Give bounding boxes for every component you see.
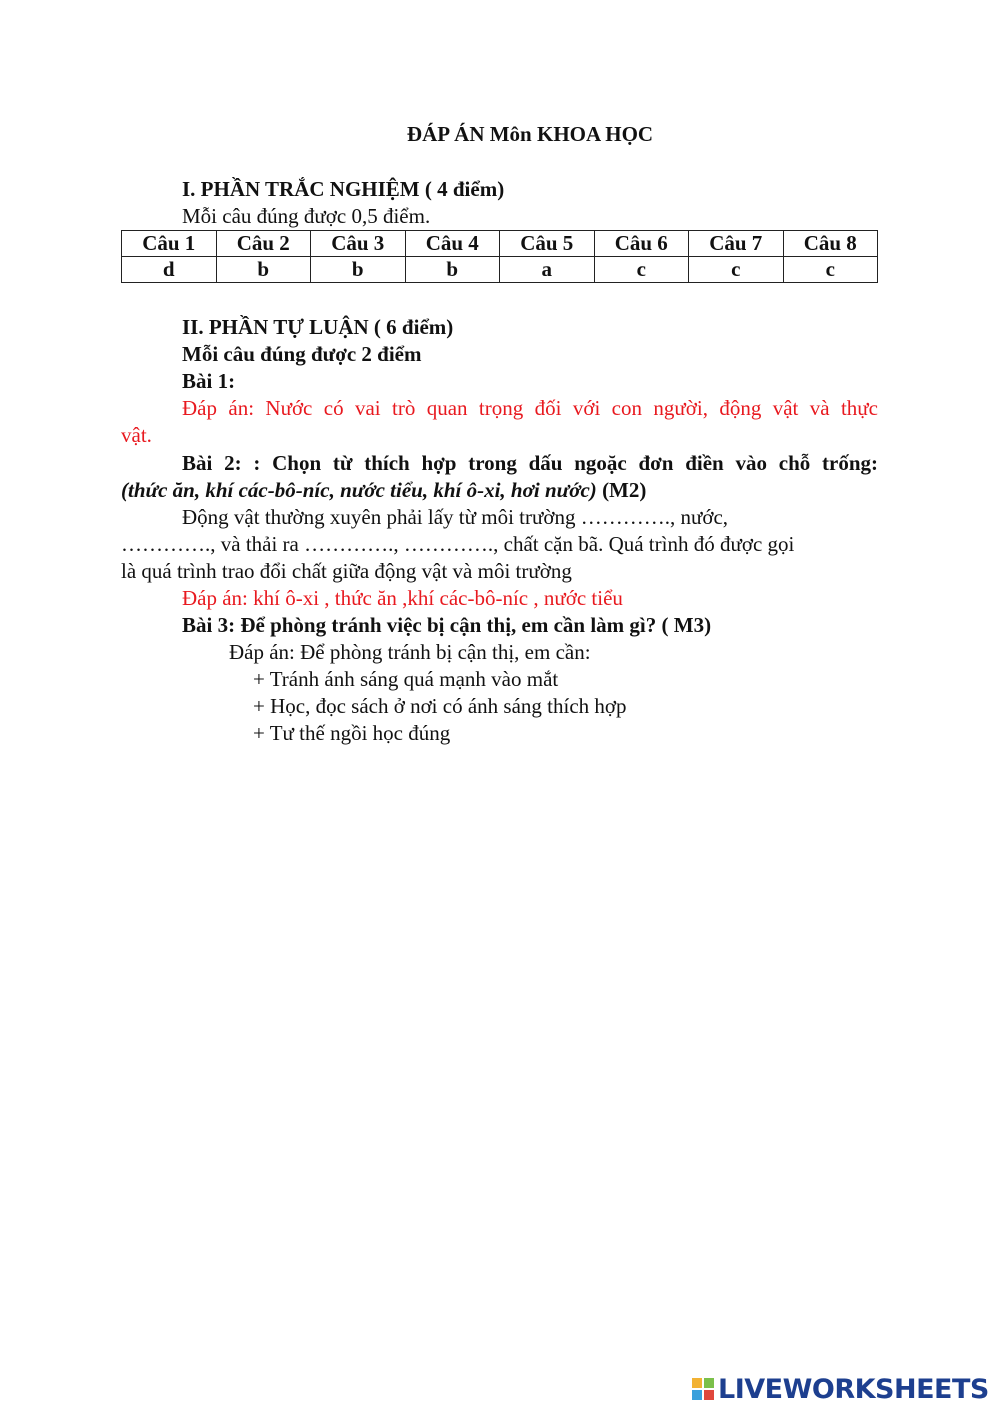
answer-cell: d	[122, 257, 217, 283]
logo-text: LIVEWORKSHEETS	[718, 1373, 989, 1405]
logo-square	[704, 1378, 714, 1388]
answer-cell: c	[689, 257, 784, 283]
answer-cell: b	[216, 257, 311, 283]
bai3-item: + Tư thế ngồi học đúng	[253, 721, 451, 745]
part2-heading: II. PHẦN TỰ LUẬN ( 6 điểm)	[182, 315, 454, 339]
question-row	[122, 231, 878, 257]
bai2-word-options: (thức ăn, khí các-bô-níc, nước tiểu, khí ô-xi, hơi nước)	[121, 478, 597, 502]
answer-cell: a	[500, 257, 595, 283]
answer-cell: b	[311, 257, 406, 283]
question-cell: Câu 6	[594, 231, 689, 257]
question-cell: Câu 1	[122, 231, 217, 257]
document-title: ĐÁP ÁN Môn KHOA HỌC	[406, 122, 654, 146]
logo-grid-icon	[692, 1378, 714, 1400]
question-cell: Câu 4	[405, 231, 500, 257]
bai2-level: (M2)	[596, 478, 647, 502]
bai3-answer-intro: Đáp án: Để phòng tránh bị cận thị, em cần:	[229, 640, 591, 664]
part1-heading: I. PHẦN TRẮC NGHIỆM ( 4 điểm)	[182, 177, 505, 201]
bai1-label: Bài 1:	[182, 369, 236, 393]
bai3-item: + Học, đọc sách ở nơi có ánh sáng thích hợp	[253, 694, 627, 718]
answer-table	[121, 230, 878, 283]
answer-row	[122, 257, 878, 283]
bai2-text-line1: Động vật thường xuyên phải lấy từ môi trường …………., nước,	[182, 505, 729, 529]
bai2-prompt: Bài 2: : Chọn từ thích hợp trong dấu ngoặc đơn điền vào chỗ trống:	[182, 451, 878, 475]
bai2-text-line3: là quá trình trao đổi chất giữa động vật và môi trường	[121, 559, 572, 583]
logo-square	[692, 1378, 702, 1388]
question-cell: Câu 2	[216, 231, 311, 257]
question-cell: Câu 5	[500, 231, 595, 257]
question-cell: Câu 7	[689, 231, 784, 257]
part2-note: Mỗi câu đúng được 2 điểm	[182, 342, 422, 366]
bai1-answer-line2: vật.	[121, 423, 152, 447]
bai1-answer-line1: Đáp án: Nước có vai trò quan trọng đối với con người, động vật và thực	[182, 396, 878, 420]
bai2-text-line2: …………., và thải ra …………., …………., chất cặn bã. Quá trình đó được gọi	[121, 532, 795, 556]
answer-cell: b	[405, 257, 500, 283]
question-cell: Câu 3	[311, 231, 406, 257]
liveworksheets-logo	[692, 1372, 992, 1406]
part1-note: Mỗi câu đúng được 0,5 điểm.	[182, 204, 431, 228]
answer-cell: c	[783, 257, 878, 283]
answer-cell: c	[594, 257, 689, 283]
logo-square	[692, 1390, 702, 1400]
question-cell: Câu 8	[783, 231, 878, 257]
bai3-prompt: Bài 3: Để phòng tránh việc bị cận thị, em cần làm gì? ( M3)	[182, 613, 712, 637]
bai2-answer: Đáp án: khí ô-xi , thức ăn ,khí các-bô-níc , nước tiểu	[182, 586, 623, 610]
bai3-item: + Tránh ánh sáng quá mạnh vào mắt	[253, 667, 559, 691]
logo-square	[704, 1390, 714, 1400]
bai2-options	[121, 477, 646, 503]
